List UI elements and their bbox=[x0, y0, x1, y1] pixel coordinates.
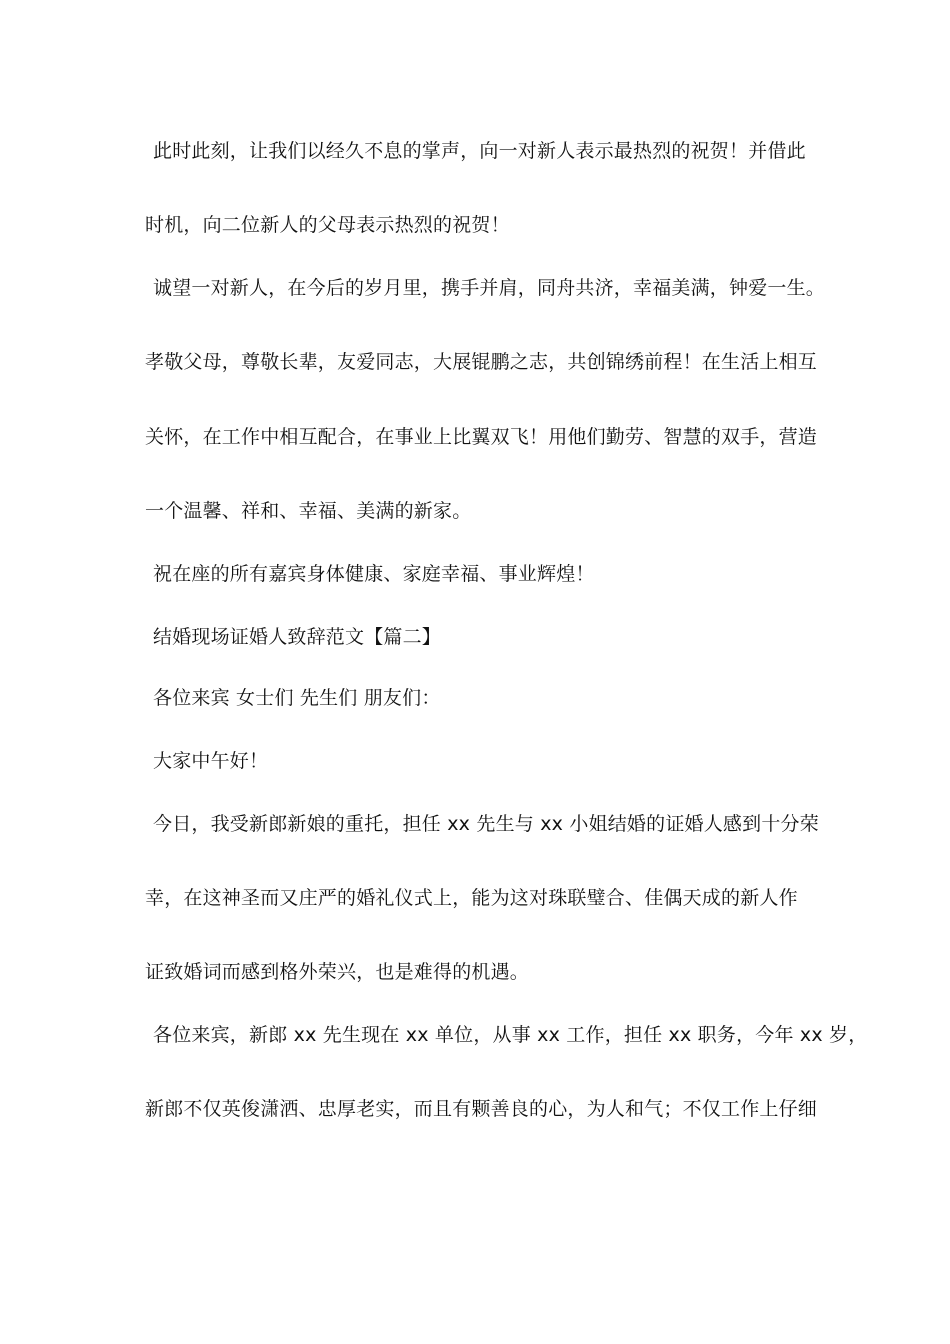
paragraph-line: 幸，在这神圣而又庄严的婚礼仪式上，能为这对珠联璧合、佳偶天成的新人作 bbox=[145, 887, 798, 909]
greeting-line: 大家中午好！ bbox=[153, 750, 269, 772]
paragraph-line: 新郎不仅英俊潇洒、忠厚老实，而且有颗善良的心，为人和气；不仅工作上仔细 bbox=[145, 1098, 818, 1120]
paragraph-line: 今日，我受新郎新娘的重托，担任 xx 先生与 xx 小姐结婚的证婚人感到十分荣 bbox=[153, 813, 819, 835]
paragraph-line: 孝敬父母，尊敬长辈，友爱同志，大展锟鹏之志，共创锦绣前程！在生活上相互 bbox=[145, 351, 818, 373]
paragraph-line: 时机，向二位新人的父母表示热烈的祝贺！ bbox=[145, 214, 510, 236]
paragraph-line: 此时此刻，让我们以经久不息的掌声，向一对新人表示最热烈的祝贺！并借此 bbox=[153, 140, 806, 162]
paragraph-line: 祝在座的所有嘉宾身体健康、家庭幸福、事业辉煌！ bbox=[153, 563, 595, 585]
paragraph-line: 诚望一对新人，在今后的岁月里，携手并肩，同舟共济，幸福美满，钟爱一生。 bbox=[153, 277, 826, 299]
section-heading: 结婚现场证婚人致辞范文【篇二】 bbox=[153, 626, 442, 648]
salutation-line: 各位来宾 女士们 先生们 朋友们： bbox=[153, 687, 441, 709]
paragraph-line: 关怀，在工作中相互配合，在事业上比翼双飞！用他们勤劳、智慧的双手，营造 bbox=[145, 426, 818, 448]
paragraph-line: 各位来宾，新郎 xx 先生现在 xx 单位，从事 xx 工作，担任 xx 职务，今年 xx 岁， bbox=[153, 1024, 868, 1046]
paragraph-line: 证致婚词而感到格外荣兴，也是难得的机遇。 bbox=[145, 961, 530, 983]
paragraph-line: 一个温馨、祥和、幸福、美满的新家。 bbox=[145, 500, 472, 522]
